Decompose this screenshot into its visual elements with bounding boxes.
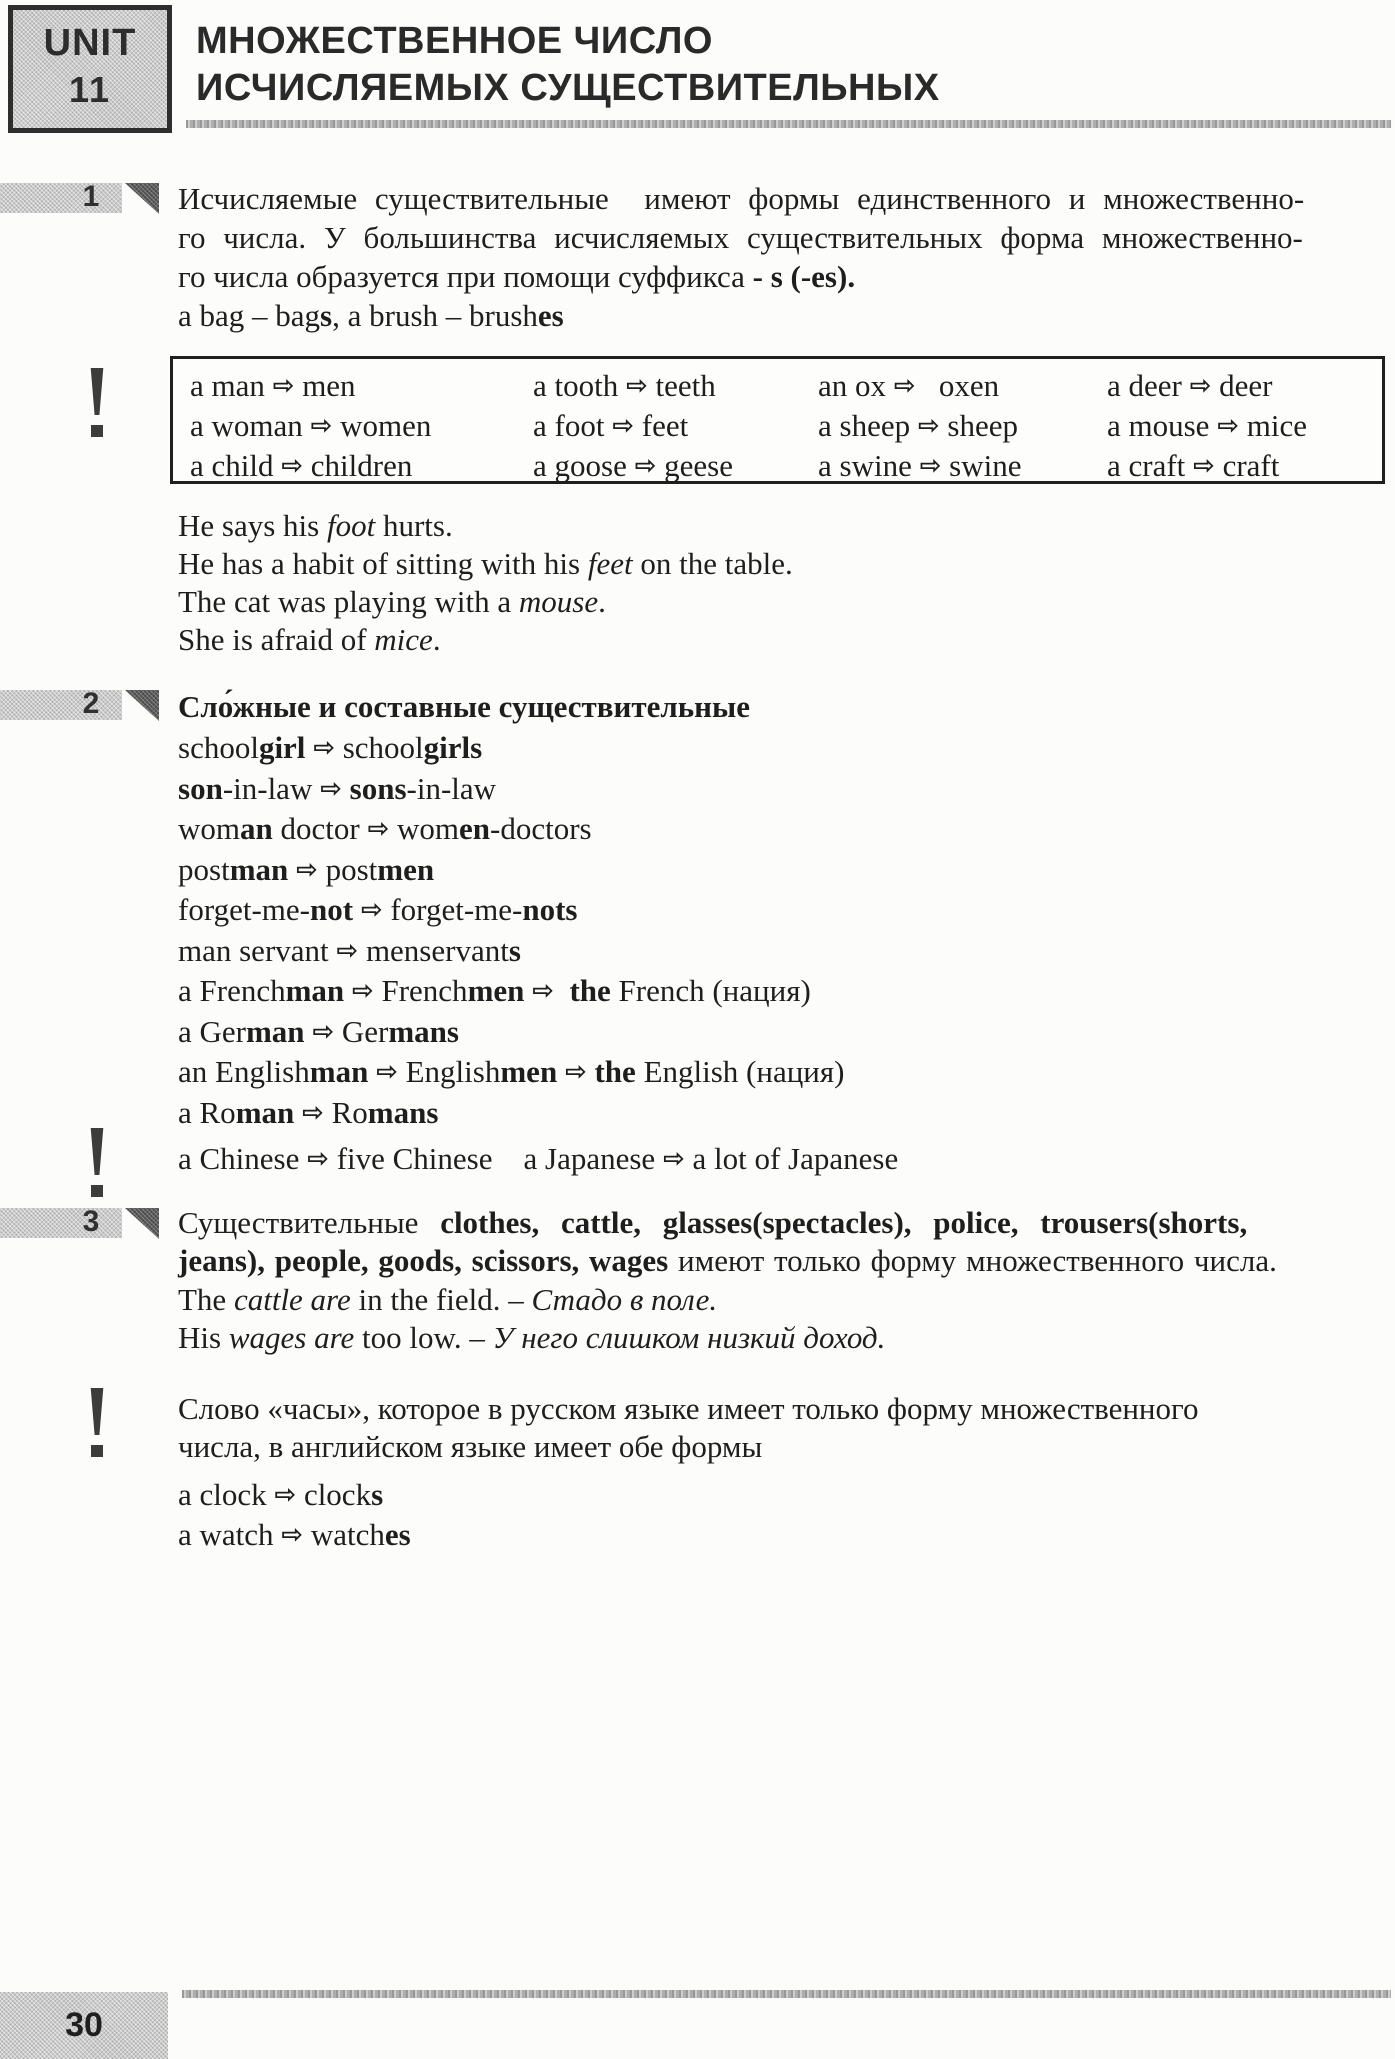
exclamation-dot (91, 425, 103, 437)
text-line: Существительные clothes, cattle, glasses(spectacles), police, trousers(shorts, (178, 1205, 1248, 1240)
arrow-icon: ⇨ (296, 854, 318, 885)
text-line: a bag – bags, a brush – brushes (178, 298, 564, 333)
exclamation-dot (91, 1445, 103, 1457)
text-line: a Chinese ⇨ five Chinese a Japanese ⇨ a lot of Japanese (178, 1141, 899, 1176)
footer-divider (182, 1990, 1391, 1998)
unit-number: 11 (68, 69, 112, 110)
arrow-icon: ⇨ (272, 371, 295, 401)
table-row (173, 447, 1382, 487)
table-cell: a mouse ⇨ mice (1107, 408, 1307, 443)
nationality-note (178, 1140, 1328, 1180)
table-cell: a tooth ⇨ teeth (533, 368, 716, 403)
arrow-icon: ⇨ (893, 371, 916, 401)
table-cell: a man ⇨ men (190, 368, 356, 403)
table-cell: a goose ⇨ geese (533, 448, 733, 483)
table-cell: an ox ⇨ oxen (818, 368, 1000, 403)
page-title-line1: МНОЖЕСТВЕННОЕ ЧИСЛО (196, 20, 713, 62)
text-line: jeans), people, goods, scissors, wages имеют только форму множественного числа. (178, 1243, 1277, 1279)
arrow-icon: ⇨ (376, 1057, 398, 1087)
text-line: He says his foot hurts. (178, 508, 453, 543)
important-mark-icon (88, 368, 106, 437)
section-number: 3 (82, 1205, 100, 1238)
text-line: числа, в английском языке имеет обе формы (178, 1429, 763, 1464)
clock-note-paragraph (178, 1390, 1350, 1466)
arrow-icon: ⇨ (564, 1057, 587, 1087)
important-mark-icon (88, 1388, 106, 1457)
table-cell: a woman ⇨ women (190, 408, 432, 443)
text-line: a clock ⇨ clocks (178, 1477, 384, 1512)
table-cell: a sheep ⇨ sheep (818, 408, 1018, 443)
arrow-icon: ⇨ (1189, 371, 1212, 401)
text-line: forget-me-not ⇨ forget-me-nots (178, 892, 578, 927)
arrow-icon: ⇨ (312, 1016, 335, 1047)
exclamation-bar (90, 1388, 105, 1435)
arrow-icon: ⇨ (367, 814, 390, 844)
plural-only-paragraph (178, 1204, 1350, 1357)
arrow-icon: ⇨ (281, 451, 304, 481)
table-cell: a foot ⇨ feet (533, 408, 689, 443)
important-mark-icon (88, 1128, 106, 1197)
text-line: The cattle are in the field. – Стадо в поле. (178, 1281, 718, 1317)
page-number: 30 (65, 2006, 103, 2044)
plural-suffix-example (178, 297, 1078, 335)
grammar-paragraph (178, 179, 1350, 296)
unit-label: UNIT (43, 22, 137, 64)
table-row (173, 407, 1382, 447)
arrow-icon: ⇨ (532, 976, 554, 1006)
section-marker-triangle-icon (125, 1208, 159, 1239)
section-marker-3 (0, 1205, 160, 1240)
text-line: His wages are too low. – У него слишком низкий доход. (178, 1319, 886, 1355)
text-line: Исчисляемые существительные имеют формы единственного и множественно- (178, 181, 1305, 216)
exclamation-bar (90, 368, 105, 415)
arrow-icon: ⇨ (281, 1520, 304, 1550)
section-marker-1 (0, 180, 160, 215)
page-number-box (0, 1992, 168, 2059)
text-line: The cat was playing with a mouse. (178, 584, 606, 619)
text-line: man servant ⇨ menservants (178, 932, 521, 968)
clock-examples (178, 1476, 878, 1556)
text-line: a watch ⇨ watches (178, 1517, 411, 1552)
arrow-icon: ⇨ (634, 451, 657, 481)
page-title-line2: ИСЧИСЛЯЕМЫХ СУЩЕСТВИТЕЛЬНЫХ (196, 67, 940, 109)
arrow-icon: ⇨ (626, 371, 648, 401)
text-line: son-in-law ⇨ sons-in-law (178, 770, 497, 806)
text-line: a German ⇨ Germans (178, 1013, 459, 1049)
table-cell: a child ⇨ children (190, 448, 413, 483)
text-line: He has a habit of sitting with his feet on the table. (178, 546, 793, 581)
arrow-icon: ⇨ (1217, 411, 1239, 441)
text-line: a Roman ⇨ Romans (178, 1094, 439, 1130)
text-line: го числа образуется при помощи суффикса - s (-es). (178, 259, 856, 294)
arrow-icon: ⇨ (919, 451, 942, 481)
section-marker-bar (0, 1205, 122, 1238)
arrow-icon: ⇨ (274, 1480, 297, 1510)
table-cell: a deer ⇨ deer (1107, 368, 1273, 403)
text-line: Слово «часы», которое в русском языке имеет только форму множественного (178, 1391, 1199, 1426)
arrow-icon: ⇨ (662, 1144, 685, 1174)
arrow-icon: ⇨ (1193, 451, 1215, 481)
section-marker-triangle-icon (125, 183, 159, 214)
example-sentences (178, 507, 1278, 659)
arrow-icon: ⇨ (351, 976, 374, 1006)
arrow-icon: ⇨ (310, 411, 333, 441)
section2-heading: Сло́жные и составные существительные (178, 689, 750, 724)
page-title (196, 18, 940, 112)
arrow-icon: ⇨ (917, 411, 940, 441)
arrow-icon: ⇨ (360, 895, 383, 925)
text-line: schoolgirl ⇨ schoolgirls (178, 730, 483, 765)
text-line: She is afraid of mice. (178, 622, 441, 657)
title-divider (186, 120, 1391, 128)
table-cell: a craft ⇨ craft (1107, 448, 1280, 483)
text-line: го числа. У большинства исчисляемых существительных форма множественно- (178, 220, 1303, 255)
text-line: a Frenchman ⇨ Frenchmen ⇨ the French (нация) (178, 973, 811, 1008)
text-line: an Englishman ⇨ Englishmen ⇨ the English (нация) (178, 1054, 845, 1089)
exclamation-bar (90, 1128, 105, 1175)
unit-badge (8, 5, 172, 133)
text-line: postman ⇨ postmen (178, 851, 435, 887)
section-marker-triangle-icon (125, 690, 159, 721)
arrow-icon: ⇨ (313, 733, 335, 763)
irregular-plurals-table (170, 356, 1385, 484)
section-marker-2 (0, 687, 160, 722)
arrow-icon: ⇨ (302, 1097, 324, 1128)
section-number: 2 (82, 687, 100, 720)
arrow-icon: ⇨ (336, 935, 359, 966)
section-marker-bar (0, 687, 122, 720)
table-row (173, 367, 1382, 407)
arrow-icon: ⇨ (320, 773, 342, 804)
compound-nouns-list (178, 729, 1328, 1134)
section-number: 1 (82, 180, 100, 213)
table-cell: a swine ⇨ swine (818, 448, 1022, 483)
text-line: woman doctor ⇨ women-doctors (178, 811, 592, 846)
exclamation-dot (91, 1185, 103, 1197)
arrow-icon: ⇨ (307, 1144, 329, 1174)
section-marker-bar (0, 180, 122, 213)
arrow-icon: ⇨ (612, 411, 634, 441)
